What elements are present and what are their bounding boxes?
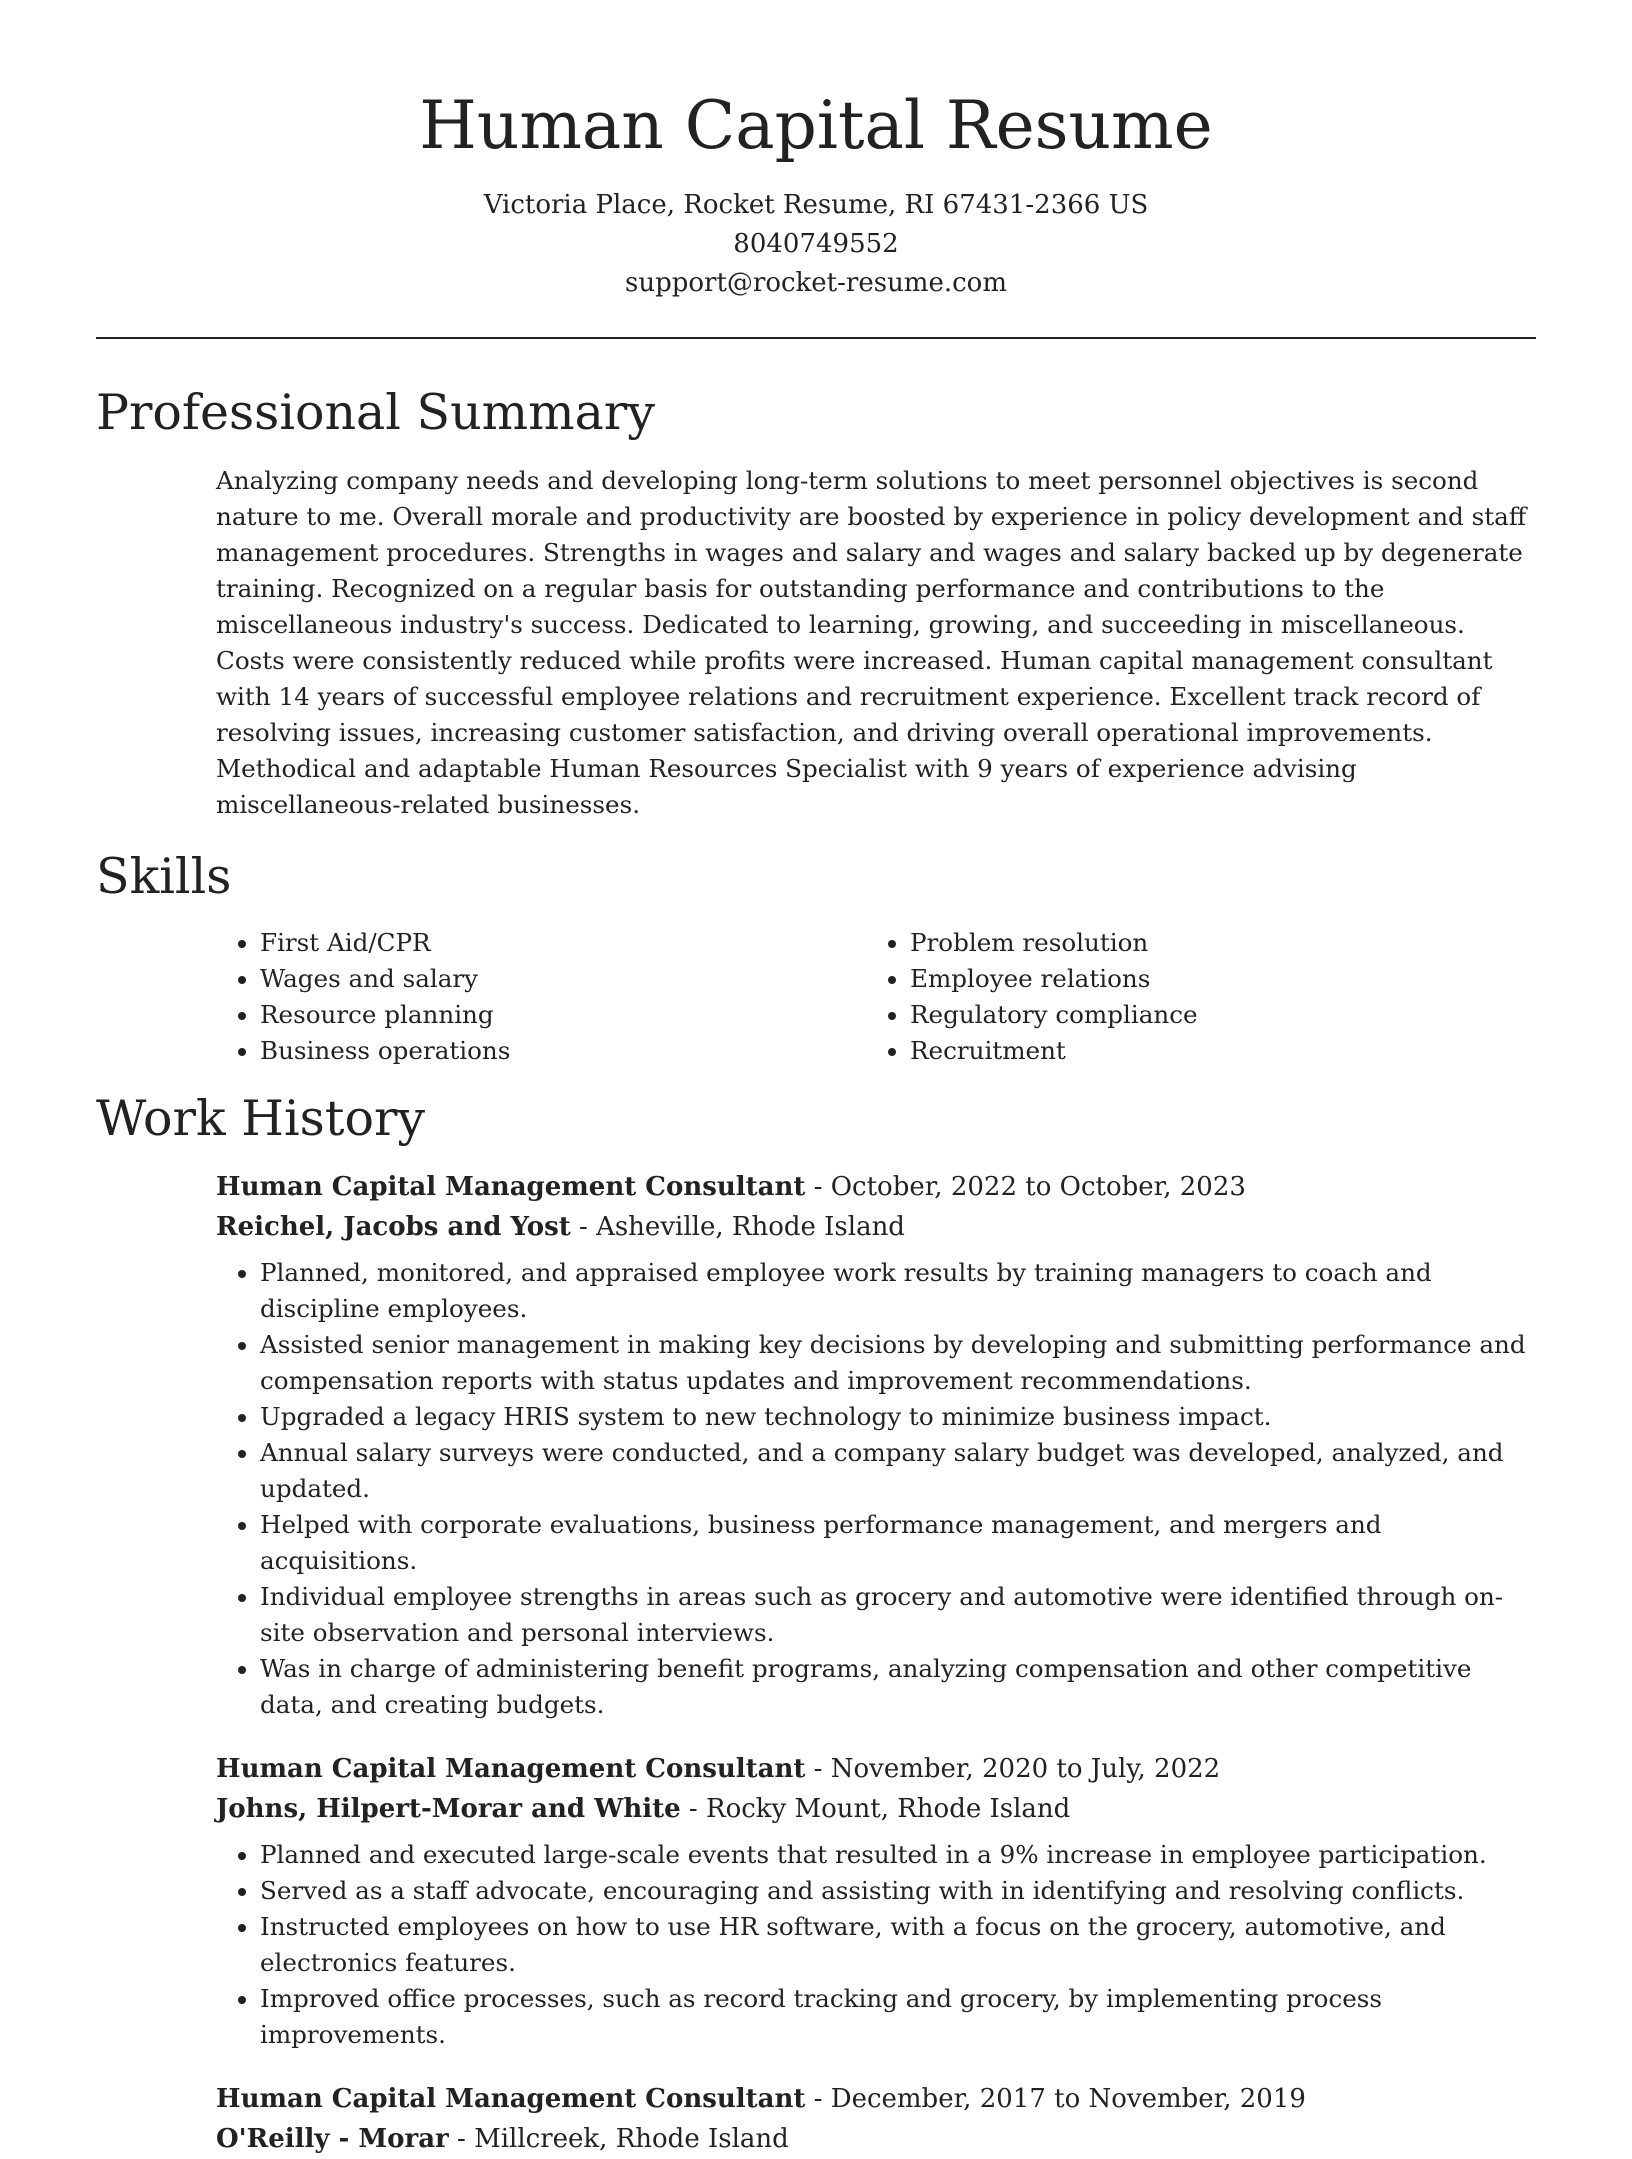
- header-divider: [96, 337, 1536, 339]
- job-bullet: • Planned and executed large-scale events that resulted in a 9% increase in employee participation.: [260, 1837, 1536, 1873]
- job-bullet: • Improved office processes, such as record tracking and grocery, by implementing process improvements.: [260, 1981, 1536, 2053]
- job-title-line: [216, 1749, 1536, 1789]
- job-bullet: • Was in charge of administering benefit programs, analyzing compensation and other competitive data, and creating budgets.: [260, 1651, 1536, 1723]
- job-company: Johns, Hilpert-Morar and White: [216, 1794, 681, 1824]
- job-bullet: • Upgraded a legacy HRIS system to new technology to minimize business impact.: [260, 1399, 1536, 1435]
- job-title-line: [216, 2079, 1536, 2119]
- job-entry: [216, 1749, 1536, 2053]
- job-dates: - December, 2017 to November, 2019: [805, 2084, 1306, 2114]
- job-company-line: [216, 1789, 1536, 1829]
- job-bullet: • Individual employee strengths in areas such as grocery and automotive were identified through on-site observation and personal interviews.: [260, 1579, 1536, 1651]
- job-bullets: [216, 1255, 1536, 1723]
- job-bullet: • Served as a staff advocate, encouraging and assisting with in identifying and resolving conflicts.: [260, 1873, 1536, 1909]
- job-bullet: • Annual salary surveys were conducted, and a company salary budget was developed, analyzed, and updated.: [260, 1435, 1536, 1507]
- job-company-line: [216, 2119, 1536, 2159]
- summary-text: Analyzing company needs and developing long-term solutions to meet personnel objectives is second nature to me. Overall morale and productivity are boosted by experience in policy development and staff management procedures. Strengths in wages and salary and wages and salary backed up by degenerate training. Recognized on a regular basis for outstanding performance and contributions to the miscellaneous industry's success. Dedicated to learning, growing, and succeeding in miscellaneous. Costs were consistently reduced while profits were increased. Human capital management consultant with 14 years of successful employee relations and recruitment experience. Excellent track record of resolving issues, increasing customer satisfaction, and driving overall operational improvements. Methodical and adaptable Human Resources Specialist with 9 years of experience advising miscellaneous-related businesses.: [216, 466, 1527, 819]
- job-company: Reichel, Jacobs and Yost: [216, 1212, 571, 1242]
- resume-page: [96, 0, 1536, 2159]
- job-dates: - October, 2022 to October, 2023: [805, 1172, 1246, 1202]
- contact-address: Victoria Place, Rocket Resume, RI 67431-2366 US: [483, 190, 1149, 220]
- job-location: - Rocky Mount, Rhode Island: [680, 1794, 1071, 1824]
- contact-block: [96, 186, 1536, 303]
- skill-item: • Problem resolution: [910, 925, 1516, 961]
- job-company: O'Reilly - Morar: [216, 2124, 449, 2154]
- section-title-summary: Professional Summary: [96, 384, 655, 441]
- resume-header: [96, 0, 1536, 303]
- job-bullet: • Instructed employees on how to use HR software, with a focus on the grocery, automotive, and electronics features.: [260, 1909, 1536, 1981]
- skills-list: [216, 925, 1536, 1069]
- job-bullet: • Helped with corporate evaluations, business performance management, and mergers and acquisitions.: [260, 1507, 1536, 1579]
- skill-item: • Resource planning: [260, 997, 866, 1033]
- skill-item: • Wages and salary: [260, 961, 866, 997]
- job-title-line: [216, 1167, 1536, 1207]
- section-title-skills: Skills: [96, 848, 232, 905]
- job-company-line: [216, 1207, 1536, 1247]
- skills-column-left: [216, 925, 866, 1069]
- job-title: Human Capital Management Consultant: [216, 1754, 806, 1784]
- skill-item: • Employee relations: [910, 961, 1516, 997]
- skill-item: • First Aid/CPR: [260, 925, 866, 961]
- job-bullet: • Planned, monitored, and appraised employee work results by training managers to coach and discipline employees.: [260, 1255, 1536, 1327]
- skill-item: • Regulatory compliance: [910, 997, 1516, 1033]
- contact-email: support@rocket-resume.com: [624, 268, 1007, 298]
- section-title-work-history: Work History: [96, 1090, 426, 1147]
- job-entry: [216, 1167, 1536, 1723]
- job-location: - Asheville, Rhode Island: [570, 1212, 905, 1242]
- job-location: - Millcreek, Rhode Island: [448, 2124, 789, 2154]
- job-entry: [216, 2079, 1536, 2159]
- contact-phone: 8040749552: [733, 229, 899, 259]
- job-bullet: • Assisted senior management in making key decisions by developing and submitting performance and compensation reports with status updates and improvement recommendations.: [260, 1327, 1536, 1399]
- resume-name: Human Capital Resume: [419, 87, 1213, 164]
- job-title: Human Capital Management Consultant: [216, 2084, 806, 2114]
- job-bullets: [216, 1837, 1536, 2053]
- skill-item: • Recruitment: [910, 1033, 1516, 1069]
- job-dates: - November, 2020 to July, 2022: [805, 1754, 1221, 1784]
- skill-item: • Business operations: [260, 1033, 866, 1069]
- skills-column-right: [866, 925, 1516, 1069]
- job-title: Human Capital Management Consultant: [216, 1172, 806, 1202]
